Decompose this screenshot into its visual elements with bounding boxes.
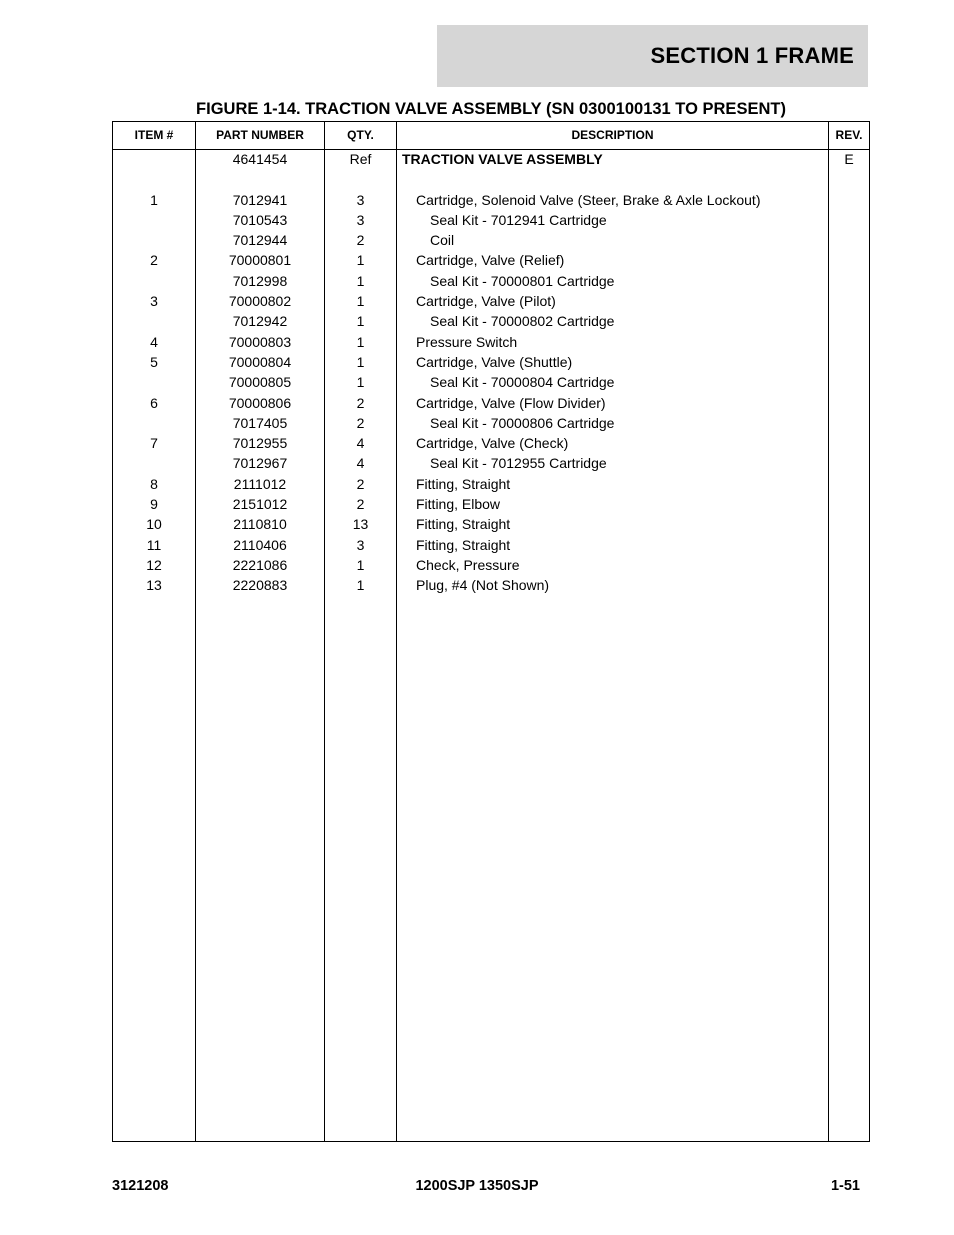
cell-part-number: 2221086 bbox=[232, 556, 288, 573]
cell-item: 1 bbox=[150, 191, 158, 208]
cell-item: 13 bbox=[146, 577, 162, 594]
table-row bbox=[113, 372, 869, 392]
cell-description: Pressure Switch bbox=[416, 333, 518, 350]
table-row bbox=[113, 433, 869, 453]
header-qty: QTY. bbox=[347, 128, 374, 142]
cell-description: Coil bbox=[430, 232, 455, 249]
cell-part-number: 70000805 bbox=[228, 374, 292, 391]
cell-qty: 1 bbox=[356, 374, 365, 391]
cell-qty: 3 bbox=[356, 191, 365, 208]
cell-part-number: 7012944 bbox=[232, 232, 288, 249]
cell-description: Cartridge, Valve (Shuttle) bbox=[416, 353, 573, 370]
table-row bbox=[113, 393, 869, 413]
cell-description: Fitting, Straight bbox=[416, 516, 511, 533]
parts-table bbox=[112, 121, 870, 1142]
cell-part-number: 7017405 bbox=[232, 414, 288, 431]
footer-models: 1200SJP 1350SJP bbox=[415, 1178, 539, 1194]
header-rev: REV. bbox=[835, 128, 863, 142]
cell-part-number: 7012955 bbox=[232, 435, 288, 452]
cell-part-number: 2151012 bbox=[232, 496, 288, 513]
cell-rev: E bbox=[844, 151, 854, 167]
cell-qty: 1 bbox=[356, 313, 365, 330]
cell-description: Seal Kit - 70000801 Cartridge bbox=[430, 272, 615, 289]
cell-item: 4 bbox=[150, 333, 158, 350]
table-row bbox=[113, 311, 869, 331]
cell-part-number: 2110810 bbox=[233, 516, 287, 533]
table-row bbox=[113, 271, 869, 291]
cell-qty: 2 bbox=[356, 414, 365, 431]
cell-item: 12 bbox=[146, 556, 162, 573]
cell-qty: 1 bbox=[356, 577, 365, 594]
cell-part-number: 2110406 bbox=[233, 536, 287, 553]
cell-description: Seal Kit - 7012955 Cartridge bbox=[430, 455, 607, 472]
cell-qty: 1 bbox=[356, 293, 365, 310]
cell-description: Seal Kit - 7012941 Cartridge bbox=[430, 211, 607, 228]
cell-qty: 2 bbox=[356, 496, 365, 513]
cell-description: Cartridge, Valve (Flow Divider) bbox=[416, 394, 606, 411]
cell-qty: 2 bbox=[356, 475, 365, 492]
table-row bbox=[113, 332, 869, 352]
cell-item: 8 bbox=[150, 475, 158, 492]
cell-item: 7 bbox=[150, 435, 158, 452]
table-row bbox=[113, 474, 869, 494]
cell-qty: 4 bbox=[356, 455, 365, 472]
cell-part-number: 7012942 bbox=[232, 313, 288, 330]
cell-description: Seal Kit - 70000802 Cartridge bbox=[430, 313, 615, 330]
table-row bbox=[113, 494, 869, 514]
table-row bbox=[113, 190, 869, 210]
cell-part-number: 7012967 bbox=[232, 455, 288, 472]
cell-part-number: 70000804 bbox=[228, 353, 292, 370]
table-body bbox=[113, 149, 869, 596]
cell-description: Cartridge, Valve (Pilot) bbox=[416, 293, 556, 310]
footer-doc-number: 3121208 bbox=[112, 1178, 169, 1194]
cell-part-number: 2111012 bbox=[233, 475, 287, 492]
table-row bbox=[113, 535, 869, 555]
table-row bbox=[113, 555, 869, 575]
cell-part-number: 7012998 bbox=[232, 272, 288, 289]
cell-qty: 4 bbox=[356, 435, 365, 452]
table-row bbox=[113, 230, 869, 250]
cell-part-number: 7012941 bbox=[232, 191, 288, 208]
cell-part-number: 70000803 bbox=[228, 333, 292, 350]
cell-item: 11 bbox=[146, 536, 162, 553]
cell-qty: Ref bbox=[349, 151, 372, 167]
cell-description: Plug, #4 (Not Shown) bbox=[416, 577, 550, 594]
table-row bbox=[113, 149, 869, 169]
section-header bbox=[437, 25, 868, 87]
cell-description: Fitting, Straight bbox=[416, 475, 511, 492]
footer-page-number: 1-51 bbox=[830, 1178, 860, 1194]
cell-item: 2 bbox=[150, 252, 158, 269]
table-row bbox=[113, 210, 869, 230]
cell-qty: 1 bbox=[356, 272, 365, 289]
header-description: DESCRIPTION bbox=[571, 128, 654, 142]
cell-item: 3 bbox=[150, 293, 158, 310]
cell-description: Cartridge, Valve (Check) bbox=[416, 435, 569, 452]
cell-part-number: 70000806 bbox=[228, 394, 292, 411]
table-row bbox=[113, 250, 869, 270]
cell-item: 9 bbox=[150, 496, 158, 513]
table-row bbox=[113, 291, 869, 311]
cell-item: 5 bbox=[150, 353, 158, 370]
cell-description: Cartridge, Solenoid Valve (Steer, Brake & Axle Lockout) bbox=[416, 191, 761, 208]
table-row bbox=[113, 169, 869, 189]
cell-description: Cartridge, Valve (Relief) bbox=[416, 252, 565, 269]
cell-qty: 3 bbox=[356, 211, 365, 228]
cell-qty: 1 bbox=[356, 353, 365, 370]
figure-title: FIGURE 1-14. TRACTION VALVE ASSEMBLY (SN 0300100131 TO PRESENT) bbox=[196, 100, 786, 118]
cell-part-number: 4641454 bbox=[232, 151, 288, 167]
cell-description: Seal Kit - 70000804 Cartridge bbox=[430, 374, 615, 391]
cell-qty: 13 bbox=[352, 516, 369, 533]
header-part-number: PART NUMBER bbox=[216, 128, 304, 142]
table-row bbox=[113, 413, 869, 433]
cell-description: Fitting, Elbow bbox=[416, 496, 501, 513]
table-row bbox=[113, 352, 869, 372]
cell-qty: 3 bbox=[356, 536, 365, 553]
cell-part-number: 7010543 bbox=[232, 211, 288, 228]
cell-qty: 1 bbox=[356, 252, 365, 269]
cell-item: 6 bbox=[150, 394, 158, 411]
cell-part-number: 70000802 bbox=[228, 293, 292, 310]
section-title: SECTION 1 FRAME bbox=[650, 43, 854, 68]
cell-description: TRACTION VALVE ASSEMBLY bbox=[402, 151, 603, 167]
header-item: ITEM # bbox=[134, 128, 174, 142]
cell-part-number: 70000801 bbox=[228, 252, 292, 269]
cell-qty: 1 bbox=[356, 333, 365, 350]
cell-qty: 2 bbox=[356, 232, 365, 249]
cell-qty: 2 bbox=[356, 394, 365, 411]
cell-qty: 1 bbox=[356, 556, 365, 573]
table-row bbox=[113, 575, 869, 595]
table-row bbox=[113, 453, 869, 473]
cell-item: 10 bbox=[146, 516, 162, 533]
cell-part-number: 2220883 bbox=[232, 577, 288, 594]
cell-description: Fitting, Straight bbox=[416, 536, 511, 553]
table-row bbox=[113, 514, 869, 534]
cell-description: Seal Kit - 70000806 Cartridge bbox=[430, 414, 615, 431]
cell-description: Check, Pressure bbox=[416, 556, 520, 573]
